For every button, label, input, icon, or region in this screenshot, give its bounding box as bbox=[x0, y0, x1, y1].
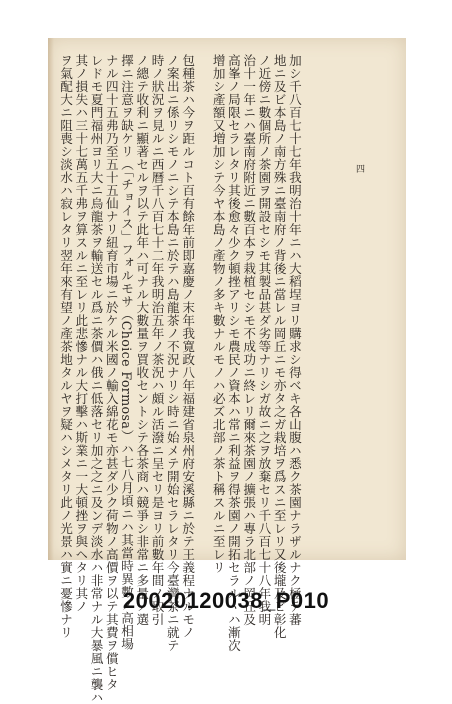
text-column: ヲ氣配大ニ阻喪シ淡水ハ寂レタリ翌年來有望ノ產茶地タルヤヲ疑ハシメタリ此ノ光景ハ實ニ憂慘ナリ bbox=[58, 54, 73, 639]
text-column: 高峯ノ局限セラレタリ其後愈々少ク頓挫アリシモ農民ノ資本ハ常ニ利益ヲ得茶園ノ開拓セラルヽハ漸次 bbox=[225, 54, 241, 652]
text-column: ノ案出ニ係リシモノニシテ本島ニ於テハ島龍茶ノ不況ナリシ時ニ始メテ開始セラレタリ今臺灣茶ニ就テ bbox=[164, 54, 180, 652]
text-column: 擇ニ注意ヲ缺ケリ（「チョイス」フォルモサ（Choice Formosa）ハ七八月頃ニハ其當時異數ノ高相場 bbox=[119, 54, 135, 651]
text-column: 增加シ產額又増加シテ今ヤ本島ノ產物ノ多キ數ナルモノハ必ズ北部ノ茶ト稱スルニ至レリ bbox=[210, 54, 226, 574]
page-number: 四 bbox=[354, 164, 364, 173]
image-caption: 20020120038_P010 bbox=[122, 588, 330, 613]
text-column: 加シ千八百七十七年我明治十年ニハ大稻埕ヨリ購求シ得ベキ各山腹ハ悉ク茶園ナラザルナク極テ蕃 bbox=[286, 54, 302, 626]
text-column: ノ近傍ニ數個所ノ茶園ヲ開設セシモ其製品甚ダ劣等ナリシガ故ニ之ヲ放棄セリ千八百七十八年我明 bbox=[256, 54, 272, 626]
text-column: 其ノ損失ハ三十七萬五千弗ヲ算スルニ至レリ此悲慘ナル大打擊ハ斯業ニ一大頓挫ヲ與ヘタリ其ノ bbox=[73, 54, 89, 613]
text-column: 包種茶ハ今ヲ距ルコト百有餘年前即嘉慶ノ末年我寛政八年福建省泉州府安溪縣ニ於テ王義程ナルモノ bbox=[180, 54, 196, 639]
text-column: ナル四十五弗乃至五十五仙ナリ紐育市場ニ於ケル米國ノ輸入綿花モ亦甚ダ少ク荷物ノ高價ヲ以テ其費ヲ償ヒタ bbox=[103, 54, 119, 691]
text-column: 治十一年ニハ臺南府附近ニ數百本ヲ栽植セシモ不成功ニ終レリ爾來茶園ノ擴張ハ專ラ北部ノ岡丘及 bbox=[241, 54, 257, 626]
text-column: レドモ夏門福州ヨリ大ニ烏龍茶ヲ輸送セル爲ニ茶價ハ俄ニ低落セリ加之之ニ及ンデ淡水ハ非常ナル大暴風ニ襲ハ bbox=[88, 54, 104, 704]
text-column: 時ノ狀況ヲ見ルニ西曆千八百七十二年我明治五年ノ茶況ハ頗ル活潑ニ呈セリ是ヨリ前數年間ノ取引 bbox=[149, 54, 165, 626]
page-edge-shadow bbox=[48, 38, 54, 560]
text-column: ノ總テ收利ニ顯著セルヲ以テ此年ハ可ナル大數量ヲ買收セントシテ各茶商ハ競爭シ非常ニ多量ノ選 bbox=[134, 54, 150, 626]
text-column: 地ニ及ビ本島ノ南方殊ニ臺南府ノ背後ニ當レル岡丘ニモ亦タ之ガ栽培ヲ爲スニ至レリ又後壠及ビ彰化 bbox=[271, 54, 287, 639]
